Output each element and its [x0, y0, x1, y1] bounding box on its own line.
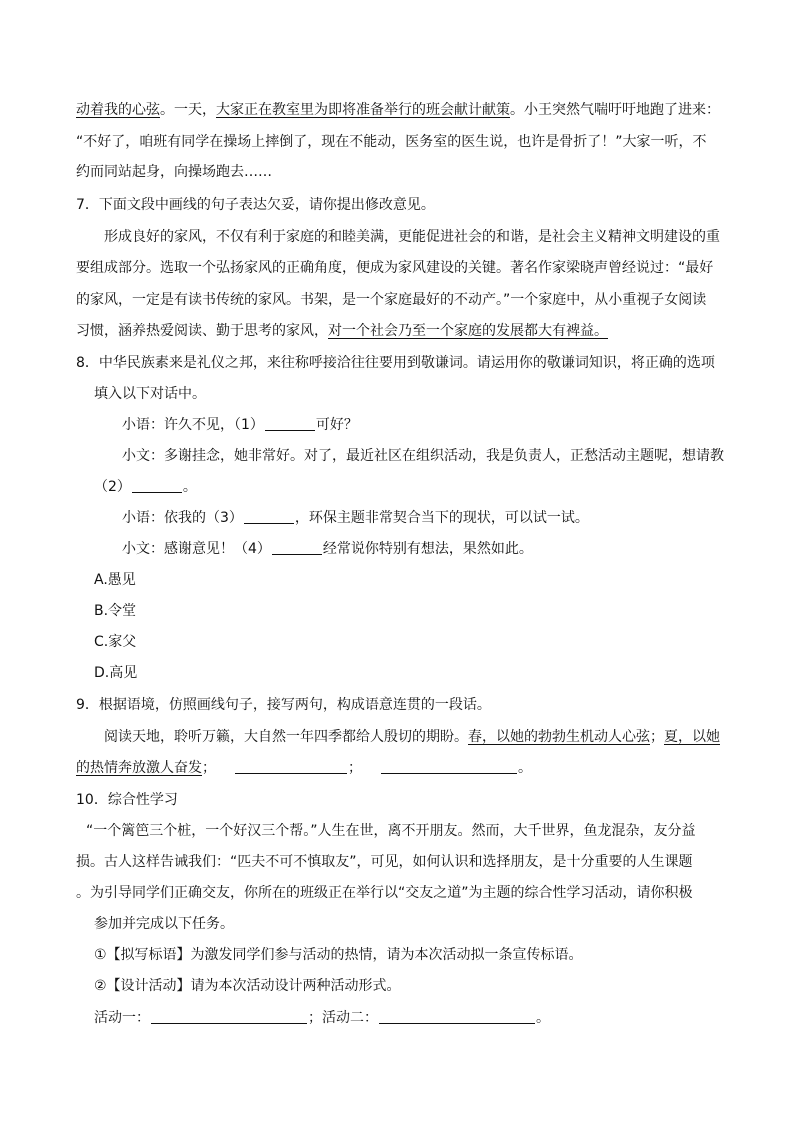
answer-blank-3[interactable] — [244, 509, 294, 524]
q9-text: ； — [348, 760, 362, 776]
dialogue-text: 小语：依我的（3） — [122, 510, 243, 526]
q10-passage-line-2: 损。古人这样告诫我们：“匹夫不可不慎取友”，可见，如何认识和选择朋友，是十分重要的人生课题 — [76, 854, 693, 870]
q9-answer-blank-2[interactable] — [381, 759, 517, 774]
q7-passage-line-2: 要组成部分。选取一个弘扬家风的正确角度，便成为家风建设的关键。著名作家梁晓声曾经说过：“最好 — [76, 260, 714, 276]
q8-dialogue-3 — [122, 508, 589, 528]
q7-text: 习惯，涵养热爱阅读、勤于思考的家风， — [76, 323, 328, 339]
q7-passage-line-3: 的家风，一定是有读书传统的家风。书架，是一个家庭最好的不动产。”一个家庭中，从小重视子女阅读 — [76, 292, 707, 308]
q8-dialogue-4 — [122, 539, 533, 559]
q8-stem-line-2: 填入以下对话中。 — [94, 386, 206, 402]
answer-blank-1[interactable] — [265, 416, 315, 431]
q6-line-2: “不好了，咱班有同学在操场上摔倒了，现在不能动，医务室的医生说，也许是骨折了！”大家一听，不 — [76, 134, 707, 150]
q6-underlined-2: 大家正在教室里为即将准备举行的班会献计献策 — [216, 102, 510, 118]
q9-underlined-1: 春，以她的勃勃生机动人心弦 — [468, 729, 650, 745]
q10-title: 10．综合性学习 — [76, 792, 178, 808]
activity-blank-1[interactable] — [151, 1009, 307, 1024]
q10-passage-line-4: 参加并完成以下任务。 — [94, 916, 234, 932]
q6-line-3: 约而同站起身，向操场跑去…… — [76, 164, 272, 180]
dialogue-text: 可好？ — [315, 417, 358, 433]
q9-text: ； — [650, 729, 664, 745]
q6-text-2: 。小王突然气喘吁吁地跑了进来： — [510, 102, 720, 118]
q9-passage-line-2 — [76, 758, 532, 778]
q10-task-2: ②【设计活动】请为本次活动设计两种活动形式。 — [94, 978, 401, 994]
dialogue-text: 小语：许久不见，（1） — [122, 417, 264, 433]
q8-option-a: A.愚见 — [94, 572, 136, 588]
q10-passage-line-3: 。为引导同学们正确交友，你所在的班级正在举行以“交友之道”为主题的综合性学习活动，请你积极 — [76, 885, 693, 901]
q7-underlined-sentence: 对一个社会乃至一个家庭的发展都大有裨益。 — [328, 323, 608, 339]
q6-underlined-1: 动着我的心弦 — [76, 102, 160, 118]
q8-option-b: B.令堂 — [94, 603, 137, 619]
dialogue-text: 经常说你特别有想法，果然如此。 — [322, 541, 533, 557]
q8-option-d: D.高见 — [94, 665, 138, 681]
q9-underlined-2-cont: 的热情奔放激人奋发 — [76, 760, 202, 776]
q10-passage-line-1: “一个篱笆三个桩，一个好汉三个帮。”人生在世，离不开朋友。然而，大千世界，鱼龙混杂，友分益 — [86, 823, 696, 839]
q9-answer-blank-1[interactable] — [235, 759, 347, 774]
q6-text-1: 。一天， — [160, 102, 216, 118]
q10-task-1: ①【拟写标语】为激发同学们参与活动的热情，请为本次活动拟一条宣传标语。 — [94, 947, 583, 963]
activity-blank-2[interactable] — [379, 1009, 535, 1024]
answer-blank-2[interactable] — [132, 478, 182, 493]
q9-text: 阅读天地，聆听万籁，大自然一年四季都给人殷切的期盼。 — [104, 729, 468, 745]
q10-activities — [94, 1008, 550, 1028]
dialogue-text: ，环保主题非常契合当下的现状，可以试一试。 — [294, 510, 589, 526]
dialogue-text: 小文：感谢意见！（4） — [122, 541, 271, 557]
q7-stem: 7．下面文段中画线的句子表达欠妥，请你提出修改意见。 — [76, 197, 435, 213]
answer-blank-4[interactable] — [272, 540, 322, 555]
q9-text: ； — [202, 760, 216, 776]
q9-underlined-2: 夏，以她 — [664, 729, 720, 745]
q8-dialogue-2: 小文：多谢挂念，她非常好。对了，最近社区在组织活动，我是负责人，正愁活动主题呢，想请教 — [122, 448, 724, 464]
q8-option-c: C.家父 — [94, 634, 137, 650]
q9-passage-line-1 — [104, 727, 720, 747]
q7-passage-line-1: 形成良好的家风，不仅有利于家庭的和睦美满，更能促进社会的和谐，是社会主义精神文明建设的重 — [104, 229, 720, 245]
q8-dialogue-2-cont — [94, 477, 197, 497]
dialogue-text: 。 — [182, 479, 197, 495]
q9-stem: 9．根据语境，仿照画线句子，接写两句，构成语意连贯的一段话。 — [76, 697, 491, 713]
activity-end: 。 — [536, 1010, 550, 1026]
q8-stem-line-1: 8．中华民族素来是礼仪之邦，来往称呼接洽往往要用到敬谦词。请运用你的敬谦词知识，将正确的选项 — [76, 355, 715, 371]
activity-label-1: 活动一： — [94, 1010, 150, 1026]
dialogue-text: （2） — [94, 479, 131, 495]
q8-dialogue-1 — [122, 415, 358, 435]
q9-text: 。 — [518, 760, 532, 776]
activity-label-2: ；活动二： — [308, 1010, 378, 1026]
q6-line-1 — [76, 100, 720, 120]
q7-passage-line-4 — [76, 321, 608, 341]
